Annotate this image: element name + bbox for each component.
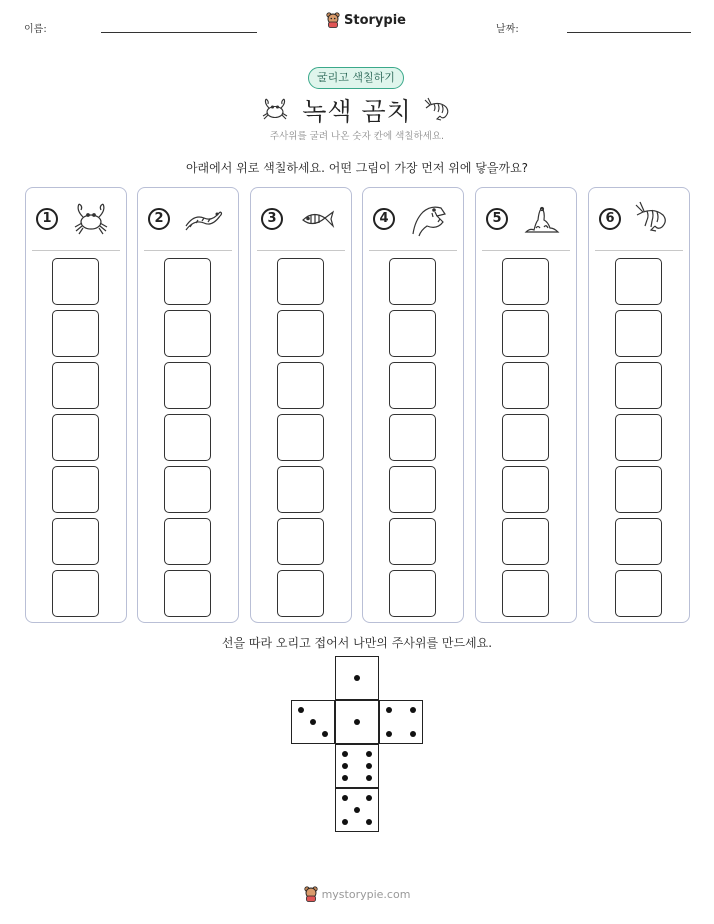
storypie-logo [326, 12, 406, 28]
column-number: 1 [36, 208, 58, 230]
column-divider [369, 250, 457, 251]
column-1 [25, 187, 127, 623]
dice-pip [354, 719, 360, 725]
column-number: 5 [486, 208, 508, 230]
column-3 [250, 187, 352, 623]
name-line [101, 32, 257, 33]
dice-pip [386, 707, 392, 713]
column-divider [257, 250, 345, 251]
subtitle: 주사위를 굴려 나온 숫자 칸에 색칠하세요. [269, 131, 445, 142]
color-box[interactable] [52, 258, 99, 305]
dice-pip [342, 819, 348, 825]
color-box[interactable] [502, 570, 549, 617]
column-divider [32, 250, 120, 251]
moray-eel-icon [407, 200, 449, 238]
dice-pip [342, 795, 348, 801]
eel-icon [182, 200, 224, 238]
color-box[interactable] [277, 518, 324, 565]
color-box[interactable] [164, 466, 211, 513]
coral-icon [520, 200, 562, 238]
color-box[interactable] [277, 258, 324, 305]
dice-pip [342, 763, 348, 769]
color-box[interactable] [164, 310, 211, 357]
dice-pip [366, 775, 372, 781]
color-box[interactable] [389, 258, 436, 305]
dice-pip [310, 719, 316, 725]
dice-face-3 [291, 700, 335, 744]
dice-pip [386, 731, 392, 737]
date-line [567, 32, 691, 33]
color-box[interactable] [277, 310, 324, 357]
color-box[interactable] [52, 570, 99, 617]
dice-pip [366, 751, 372, 757]
dice-face-4 [379, 700, 423, 744]
dice-face-1 [335, 700, 379, 744]
dice-face-5 [335, 788, 379, 832]
color-box[interactable] [52, 310, 99, 357]
color-box[interactable] [615, 362, 662, 409]
column-6 [588, 187, 690, 623]
column-number: 6 [599, 208, 621, 230]
name-label: 이름: [24, 24, 47, 35]
color-box[interactable] [389, 310, 436, 357]
dice-pip [366, 795, 372, 801]
color-box[interactable] [52, 466, 99, 513]
column-2 [137, 187, 239, 623]
color-box[interactable] [389, 362, 436, 409]
color-box[interactable] [502, 466, 549, 513]
color-box[interactable] [389, 414, 436, 461]
color-box[interactable] [164, 518, 211, 565]
color-box[interactable] [502, 258, 549, 305]
dice-face-6 [335, 744, 379, 788]
footer-url: mystorypie.com [321, 887, 411, 901]
color-box[interactable] [277, 570, 324, 617]
bear-mascot-icon [304, 886, 318, 902]
instruction-text: 아래에서 위로 색칠하세요. 어떤 그림이 가장 먼저 위에 닿을까요? [185, 161, 529, 175]
bear-mascot-icon [326, 12, 340, 28]
dice-face-1 [335, 656, 379, 700]
color-box[interactable] [615, 466, 662, 513]
dice-pip [366, 763, 372, 769]
crab-icon [70, 200, 112, 238]
fish-icon [295, 200, 337, 238]
title-row [0, 92, 714, 128]
column-number: 3 [261, 208, 283, 230]
dice-pip [298, 707, 304, 713]
color-box[interactable] [502, 414, 549, 461]
date-label: 날짜: [496, 24, 519, 35]
color-box[interactable] [277, 362, 324, 409]
color-box[interactable] [615, 310, 662, 357]
color-box[interactable] [52, 414, 99, 461]
color-box[interactable] [615, 258, 662, 305]
column-number: 4 [373, 208, 395, 230]
dice-pip [410, 731, 416, 737]
page-title: 녹색 곰치 [302, 97, 412, 126]
color-box[interactable] [277, 414, 324, 461]
color-box[interactable] [502, 310, 549, 357]
color-box[interactable] [277, 466, 324, 513]
color-box[interactable] [52, 362, 99, 409]
dice-pip [366, 819, 372, 825]
dice-pip [342, 775, 348, 781]
color-box[interactable] [502, 518, 549, 565]
logo-text: Storypie [344, 12, 406, 28]
color-box[interactable] [615, 414, 662, 461]
dice-pip [354, 675, 360, 681]
color-box[interactable] [615, 518, 662, 565]
color-box[interactable] [164, 258, 211, 305]
column-divider [595, 250, 683, 251]
activity-badge: 굴리고 색칠하기 [308, 67, 404, 89]
color-box[interactable] [52, 518, 99, 565]
color-box[interactable] [164, 570, 211, 617]
color-box[interactable] [389, 570, 436, 617]
color-box[interactable] [164, 362, 211, 409]
color-box[interactable] [164, 414, 211, 461]
column-divider [144, 250, 232, 251]
footer [0, 886, 714, 906]
dice-pip [410, 707, 416, 713]
color-box[interactable] [389, 466, 436, 513]
shrimp-icon [633, 200, 675, 238]
color-box[interactable] [389, 518, 436, 565]
column-divider [482, 250, 570, 251]
shrimp-icon [424, 97, 454, 123]
column-4 [362, 187, 464, 623]
dice-pip [322, 731, 328, 737]
color-box[interactable] [502, 362, 549, 409]
color-box[interactable] [615, 570, 662, 617]
column-number: 2 [148, 208, 170, 230]
dice-instruction: 선을 따라 오리고 접어서 나만의 주사위를 만드세요. [221, 636, 493, 650]
dice-pip [354, 807, 360, 813]
column-5 [475, 187, 577, 623]
crab-icon [260, 97, 290, 123]
dice-pip [342, 751, 348, 757]
